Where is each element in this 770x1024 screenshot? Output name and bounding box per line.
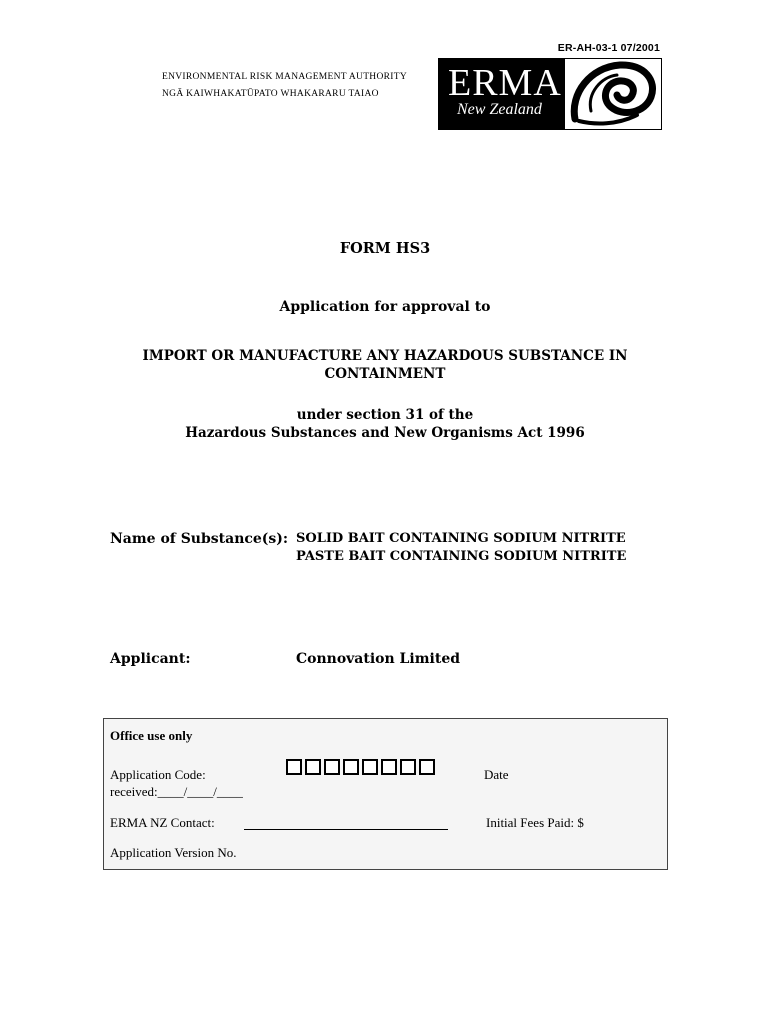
applicant-label: Applicant: — [110, 651, 191, 667]
logo-new-zealand-text: New Zealand — [457, 101, 542, 118]
code-box[interactable] — [419, 759, 435, 775]
erma-contact-label: ERMA NZ Contact: — [110, 815, 215, 830]
document-reference: ER-AH-03-1 07/2001 — [557, 42, 660, 54]
code-box[interactable] — [343, 759, 359, 775]
authority-name-maori: NGĀ KAIWHAKATŪPATO WHAKARARU TAIAO — [162, 89, 379, 99]
section-reference: under section 31 of the — [296, 407, 474, 423]
purpose-line-1: IMPORT OR MANUFACTURE ANY HAZARDOUS SUBSTANCE IN — [142, 348, 628, 364]
code-box[interactable] — [286, 759, 302, 775]
erma-logo — [438, 58, 662, 130]
application-version-label: Application Version No. — [110, 845, 237, 860]
application-code-label: Application Code: — [110, 767, 206, 782]
applicant-value: Connovation Limited — [296, 651, 461, 667]
substance-value-2: PASTE BAIT CONTAINING SODIUM NITRITE — [296, 549, 627, 564]
date-label: Date — [484, 767, 509, 782]
code-box[interactable] — [362, 759, 378, 775]
code-box[interactable] — [400, 759, 416, 775]
logo-text-panel — [439, 59, 565, 129]
substance-label: Name of Substance(s): — [110, 531, 289, 547]
purpose-line-2: CONTAINMENT — [324, 366, 446, 382]
application-code-boxes[interactable] — [286, 759, 435, 775]
act-name: Hazardous Substances and New Organisms Act 1996 — [185, 425, 585, 441]
authority-name-english: ENVIRONMENTAL RISK MANAGEMENT AUTHORITY — [162, 72, 407, 82]
initial-fees-label: Initial Fees Paid: $ — [486, 815, 584, 830]
office-use-heading: Office use only — [110, 728, 193, 743]
code-box[interactable] — [305, 759, 321, 775]
received-date-field[interactable]: received:____/____/____ — [110, 784, 243, 799]
application-heading: Application for approval to — [279, 299, 491, 315]
code-box[interactable] — [381, 759, 397, 775]
koru-swirl-icon — [565, 59, 661, 129]
logo-erma-text: ERMA — [448, 62, 562, 104]
substance-value-1: SOLID BAIT CONTAINING SODIUM NITRITE — [296, 531, 626, 546]
code-box[interactable] — [324, 759, 340, 775]
erma-contact-field[interactable] — [244, 828, 448, 830]
office-use-box — [103, 718, 668, 870]
form-title: FORM HS3 — [339, 240, 431, 257]
